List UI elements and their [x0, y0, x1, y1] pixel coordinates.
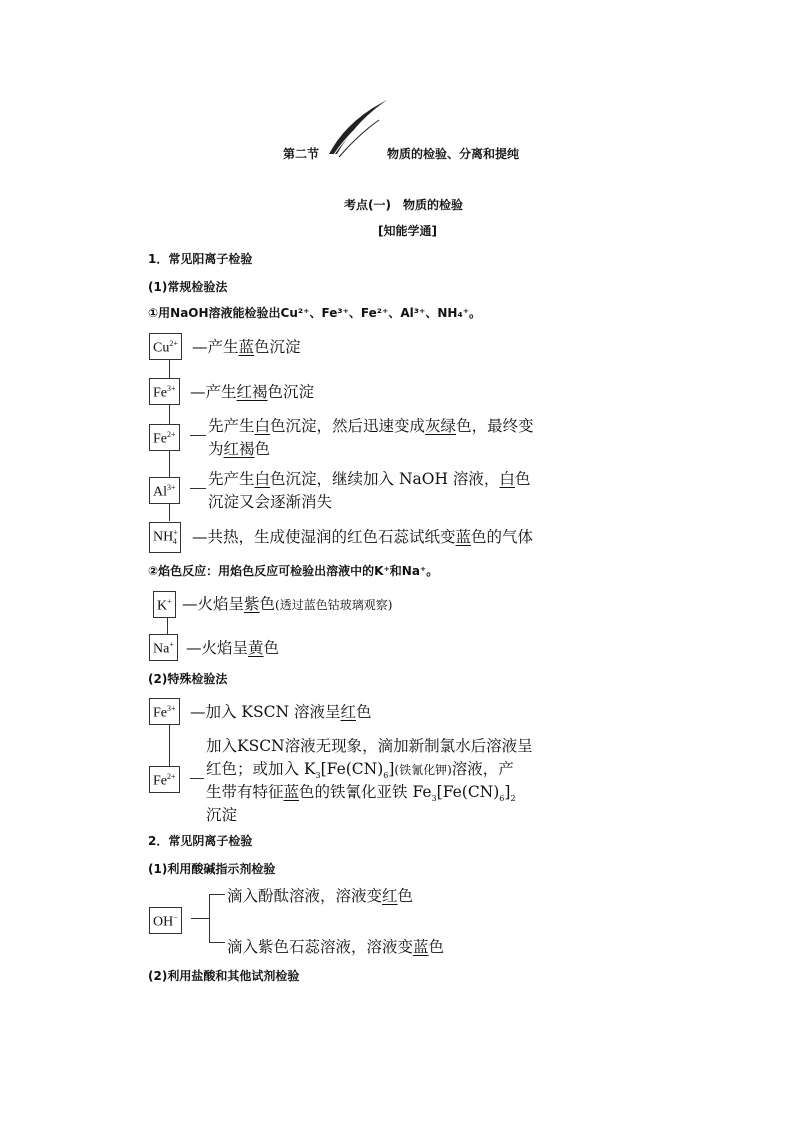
fe2-special-line4: 沉淀: [206, 806, 238, 824]
al3-dash: [190, 488, 206, 489]
ion-box-na: Na+: [149, 634, 178, 661]
part2-heading: 2．常见阴离子检验: [148, 834, 253, 848]
section-swoosh-decoration: [325, 96, 389, 158]
part2-sub2-heading: (2)利用盐酸和其他试剂检验: [148, 969, 300, 983]
fe3-description: —产生红褐色沉淀: [190, 383, 315, 401]
al3-description-line2: 沉淀又会逐渐消失: [208, 493, 333, 511]
fe2-special-line2: 红色；或加入 $K_3[Fe(CN)_6]$(铁氰化钾)溶液，产: [206, 760, 514, 781]
ion-box-oh: OH−: [149, 907, 182, 934]
fe3-special-description: —加入 KSCN 溶液呈红色: [190, 703, 372, 721]
ion-box-fe3: $Fe^{3+}$: [149, 378, 180, 405]
special-connector-line: [169, 720, 170, 766]
fe2-special-line3: 生带有特征蓝色的铁氰化亚铁 $Fe_3[Fe(CN)_6]_2$: [206, 783, 516, 804]
ion-box-cu2: $Cu^{2+}$: [149, 333, 182, 360]
part1-intro: ①用NaOH溶液能检验出Cu²⁺、Fe³⁺、Fe²⁺、Al³⁺、NH₄⁺。: [148, 306, 482, 320]
al3-description-line1: 先产生白色沉淀，继续加入 NaOH 溶液，白色: [208, 470, 531, 488]
topic-subtitle: [知能学通]: [378, 224, 437, 238]
oh-litmus-result: 滴入紫色石蕊溶液，溶液变蓝色: [227, 938, 445, 956]
oh-bracket-bottom: [209, 942, 225, 943]
fe2-special-dash: [190, 778, 204, 779]
section-label: 第二节: [283, 147, 320, 161]
oh-stem-line: [191, 918, 209, 919]
topic-title: 考点(一) 物质的检验: [344, 198, 463, 212]
section-title: 物质的检验、分离和提纯: [387, 147, 520, 161]
oh-bracket-top: [209, 894, 225, 895]
fe2-description-line1: 先产生白色沉淀，然后迅速变成灰绿色，最终变: [208, 417, 534, 435]
k-description: —火焰呈紫色(透过蓝色钴玻璃观察): [182, 595, 393, 613]
ion-box-al3: $Al^{3+}$: [149, 477, 180, 504]
oh-bracket-vertical: [209, 894, 210, 942]
fe2-dash: [190, 435, 206, 436]
part2-sub1-heading: (1)利用酸碱指示剂检验: [148, 862, 276, 876]
part1-heading: 1．常见阳离子检验: [148, 252, 253, 266]
ion-box-k: K+: [153, 591, 176, 618]
ion-box-fe2-special: $Fe^{2+}$: [149, 766, 180, 793]
part1-sub1-heading: (1)常规检验法: [148, 280, 228, 294]
flame-intro: ②焰色反应：用焰色反应可检验出溶液中的K⁺和Na⁺。: [148, 564, 439, 578]
nh4-description: —共热，生成使湿润的红色石蕊试纸变蓝色的气体: [192, 528, 534, 546]
ion-box-fe3-special: $Fe^{3+}$: [149, 698, 180, 725]
fe2-special-line1: 加入KSCN溶液无现象，滴加新制氯水后溶液呈: [206, 737, 533, 755]
cu2-description: —产生蓝色沉淀: [192, 338, 301, 356]
fe2-description-line2: 为红褐色: [208, 440, 271, 458]
ion-box-nh4: $NH^+_4$: [149, 522, 181, 553]
ion-box-fe2: $Fe^{2+}$: [149, 424, 180, 451]
oh-phenolphthalein-result: 滴入酚酞溶液，溶液变红色: [227, 887, 414, 905]
na-description: —火焰呈黄色: [186, 639, 280, 657]
part1-sub2-heading: (2)特殊检验法: [148, 672, 228, 686]
